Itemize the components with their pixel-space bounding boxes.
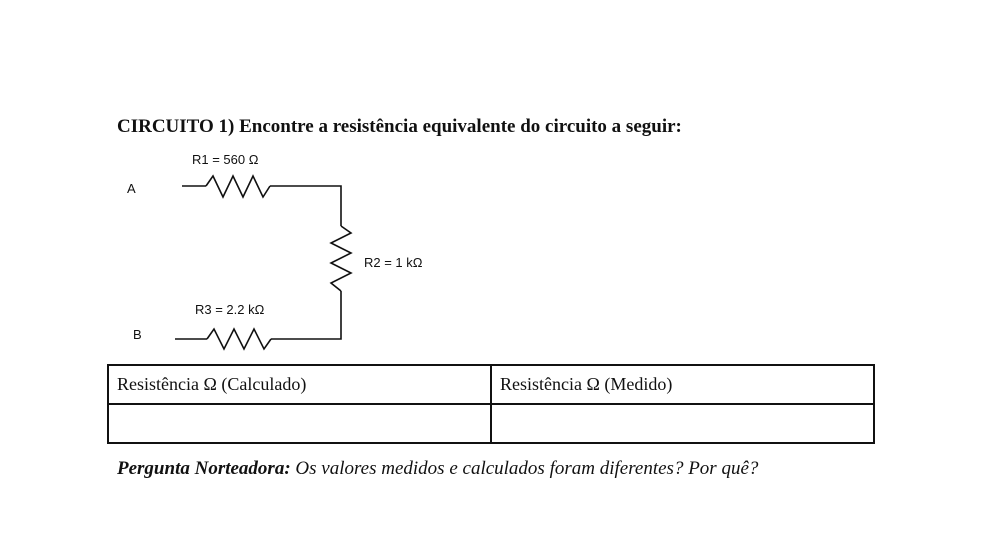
terminal-a-label: A: [127, 181, 136, 196]
table-value-row: [108, 404, 874, 443]
table-header-row: [108, 365, 874, 404]
wire-r1-to-r2: [270, 186, 341, 226]
terminal-b-label: B: [133, 327, 142, 342]
guiding-question-text: Os valores medidos e calculados foram diferentes? Por quê?: [290, 458, 759, 479]
guiding-question-label: Pergunta Norteadora:: [117, 458, 291, 479]
wire-r2-to-r3: [271, 291, 341, 339]
r1-label: R1 = 560 Ω: [192, 152, 259, 167]
results-table: [107, 364, 875, 444]
resistor-r1: [206, 176, 270, 197]
value-measured-cell[interactable]: [491, 404, 874, 443]
guiding-question: [117, 458, 758, 480]
resistor-r3: [207, 329, 271, 349]
header-calculated: Resistência Ω (Calculado): [108, 365, 491, 404]
value-calculated-cell[interactable]: [108, 404, 491, 443]
r2-label: R2 = 1 kΩ: [364, 255, 423, 270]
header-measured: Resistência Ω (Medido): [491, 365, 874, 404]
r3-label: R3 = 2.2 kΩ: [195, 302, 265, 317]
resistor-r2: [331, 226, 351, 291]
exercise-title: CIRCUITO 1) Encontre a resistência equivalente do circuito a seguir:: [117, 116, 682, 137]
